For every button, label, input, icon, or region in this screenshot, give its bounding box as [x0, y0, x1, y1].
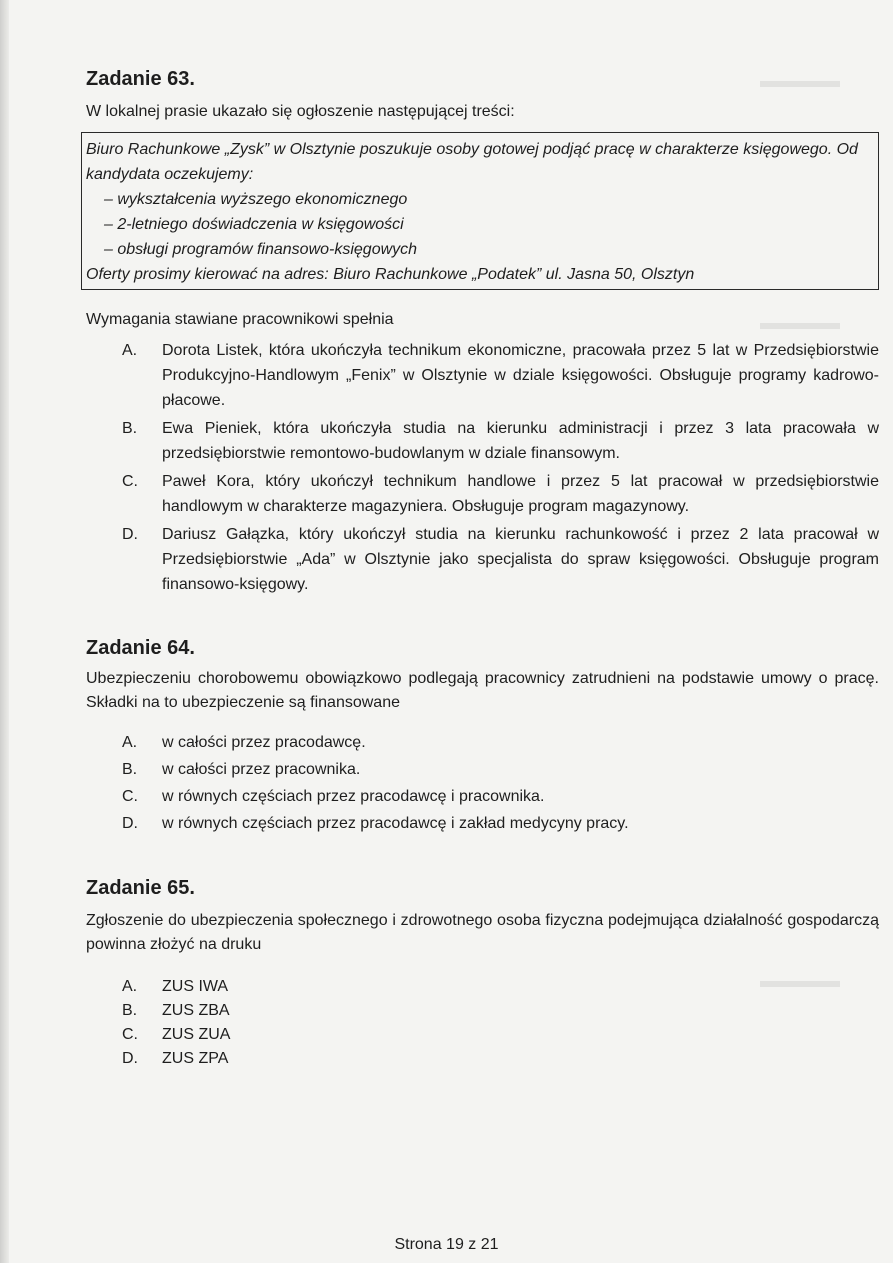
- option-text: w całości przez pracodawcę.: [162, 734, 366, 751]
- task-title: Zadanie 63.: [86, 68, 195, 90]
- option-text: w całości przez pracownika.: [162, 761, 361, 778]
- ad-requirement: – 2-letniego doświadczenia w księgowości: [104, 216, 404, 233]
- answer-option-c[interactable]: [122, 469, 879, 519]
- answer-options: [122, 729, 879, 837]
- bleed-through-heading: ▬▬▬▬: [760, 312, 840, 334]
- exam-page: [86, 66, 879, 1071]
- scan-page-edge: [0, 0, 9, 1263]
- task-question: Ubezpieczeniu chorobowemu obowiązkowo podlegają pracownicy zatrudnieni na podstawie umowy o pracę. Składki na to ubezpieczenie są finansowane: [86, 670, 879, 711]
- task-question: Wymagania stawiane pracownikowi spełnia: [86, 311, 394, 328]
- ad-requirement: – wykształcenia wyższego ekonomicznego: [104, 191, 408, 208]
- answer-options: [122, 338, 879, 597]
- bleed-through-heading: ▬▬▬▬: [760, 70, 840, 92]
- task-63: [86, 66, 879, 597]
- answer-option-c[interactable]: [122, 1023, 879, 1047]
- option-text: w równych częściach przez pracodawcę i pracownika.: [162, 788, 545, 805]
- option-letter: D.: [122, 815, 138, 832]
- option-text: ZUS ZBA: [162, 1002, 230, 1019]
- option-text: Paweł Kora, który ukończył technikum handlowe i przez 5 lat pracował w przedsiębiorstwie handlowym w charakterze magazyniera. Obsługuje program magazynowy.: [162, 473, 879, 515]
- task-question: Zgłoszenie do ubezpieczenia społecznego i zdrowotnego osoba fizyczna podejmująca działalność gospodarczą powinna złożyć na druku: [86, 912, 879, 953]
- option-text: w równych częściach przez pracodawcę i zakład medycyny pracy.: [162, 815, 629, 832]
- option-letter: A.: [122, 342, 138, 359]
- ad-requirement: – obsługi programów finansowo-księgowych: [104, 241, 418, 258]
- option-letter: A.: [122, 734, 138, 751]
- option-text: Ewa Pieniek, która ukończyła studia na kierunku administracji i przez 3 lata pracowała w przedsiębiorstwie remontowo-budowlanym w dziale finansowym.: [162, 420, 879, 462]
- task-title: Zadanie 65.: [86, 877, 195, 899]
- answer-option-b[interactable]: [122, 756, 879, 783]
- option-letter: C.: [122, 473, 138, 490]
- advertisement-box: [81, 132, 879, 290]
- task-intro: W lokalnej prasie ukazało się ogłoszenie następującej treści:: [86, 103, 515, 120]
- answer-option-a[interactable]: [122, 338, 879, 413]
- option-letter: A.: [122, 978, 138, 995]
- option-letter: D.: [122, 1050, 138, 1067]
- option-letter: B.: [122, 420, 138, 437]
- answer-option-d[interactable]: [122, 522, 879, 597]
- task-65: [86, 875, 879, 1071]
- option-text: ZUS ZUA: [162, 1026, 231, 1043]
- option-text: Dorota Listek, która ukończyła technikum ekonomiczne, pracowała przez 5 lat w Przedsiębiorstwie Produkcyjno-Handlowym „Fenix” w Olsztynie w dziale księgowości. Obsługuje programy kadrowo-płacowe.: [162, 342, 879, 409]
- answer-option-a[interactable]: [122, 975, 879, 999]
- answer-options: [122, 975, 879, 1071]
- task-title: Zadanie 64.: [86, 637, 195, 659]
- option-text: ZUS ZPA: [162, 1050, 229, 1067]
- ad-text: Biuro Rachunkowe „Zysk” w Olsztynie poszukuje osoby gotowej podjąć pracę w charakterze księgowego. Od kandydata oczekujemy:: [86, 141, 858, 183]
- bleed-through-heading: ▬▬▬▬: [760, 970, 840, 992]
- answer-option-a[interactable]: [122, 729, 879, 756]
- option-text: ZUS IWA: [162, 978, 229, 995]
- option-letter: C.: [122, 788, 138, 805]
- answer-option-d[interactable]: [122, 810, 879, 837]
- task-64: [86, 635, 879, 837]
- option-letter: B.: [122, 1002, 138, 1019]
- ad-footer: Oferty prosimy kierować na adres: Biuro Rachunkowe „Podatek” ul. Jasna 50, Olsztyn: [86, 266, 695, 283]
- option-letter: C.: [122, 1026, 138, 1043]
- option-letter: B.: [122, 761, 138, 778]
- answer-option-b[interactable]: [122, 999, 879, 1023]
- answer-option-c[interactable]: [122, 783, 879, 810]
- answer-option-b[interactable]: [122, 416, 879, 466]
- page-number: Strona 19 z 21: [394, 1236, 499, 1253]
- option-letter: D.: [122, 526, 138, 543]
- answer-option-d[interactable]: [122, 1047, 879, 1071]
- option-text: Dariusz Gałązka, który ukończył studia na kierunku rachunkowość i przez 2 lata pracował w Przedsiębiorstwie „Ada” w Olsztynie jako specjalista do spraw księgowości. Obsługuje program finansowo-księgowy.: [162, 526, 879, 593]
